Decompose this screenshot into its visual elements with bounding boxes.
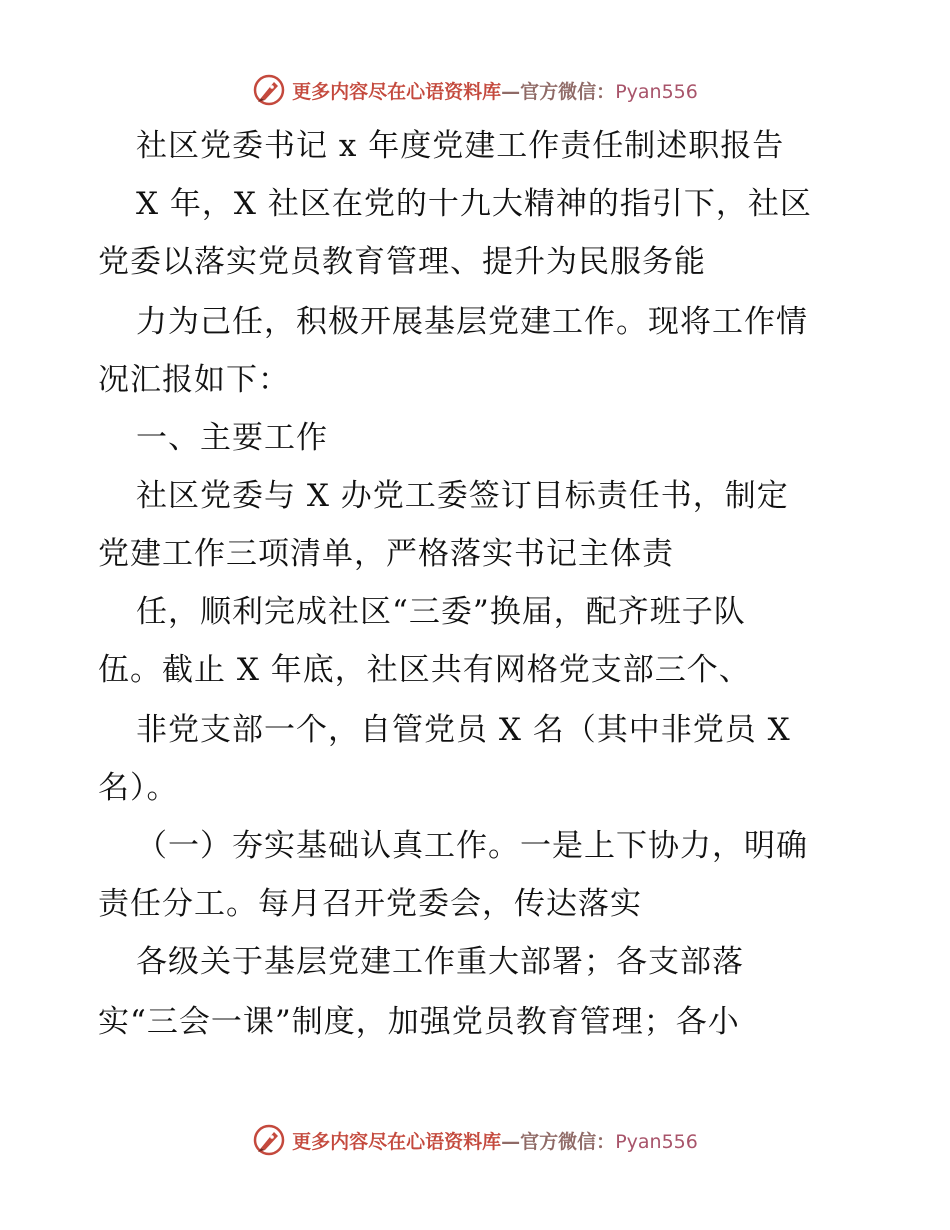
document-line: 任，顺利完成社区“三委”换届，配齐班子队 [136, 594, 746, 630]
document-line: 非党支部一个，自管党员 X 名（其中非党员 X [136, 712, 791, 748]
footer-banner-text [292, 1127, 698, 1154]
pen-nib-logo-icon [252, 1123, 286, 1157]
document-line: 况汇报如下： [98, 362, 290, 398]
document-title: 社区党委书记 x 年度党建工作责任制述职报告 [136, 128, 785, 164]
footer-banner-main: 更多内容尽在心语资料库 [292, 1130, 502, 1153]
document-line: 伍。截止 X 年底，社区共有网格党支部三个、 [98, 652, 751, 688]
footer-banner-dash: —官方微信： [501, 1130, 616, 1153]
document-line: 实“三会一课”制度，加强党员教育管理；各小 [98, 1004, 740, 1040]
document-line: 名）。 [98, 770, 179, 806]
footer-banner-id: Pyan556 [615, 1130, 698, 1153]
header-banner-dash: —官方微信： [501, 80, 616, 103]
document-line: X 年，X 社区在党的十九大精神的指引下，社区 [136, 186, 812, 222]
header-banner-main: 更多内容尽在心语资料库 [292, 80, 502, 103]
subsection-line: （一）夯实基础认真工作。一是上下协力，明确 [136, 828, 808, 864]
document-line: 各级关于基层党建工作重大部署；各支部落 [136, 944, 744, 980]
document-line: 社区党委与 X 办党工委签订目标责任书，制定 [136, 478, 789, 514]
header-banner-id: Pyan556 [615, 80, 698, 103]
document-line: 党建工作三项清单，严格落实书记主体责 [98, 536, 674, 572]
document-line: 力为己任，积极开展基层党建工作。现将工作情 [136, 304, 808, 340]
footer-banner [0, 1120, 950, 1160]
section-heading: 一、主要工作 [136, 420, 328, 456]
footer-banner-content [252, 1123, 698, 1157]
document-line: 责任分工。每月召开党委会，传达落实 [98, 886, 642, 922]
document-line: 党委以落实党员教育管理、提升为民服务能 [98, 244, 706, 280]
